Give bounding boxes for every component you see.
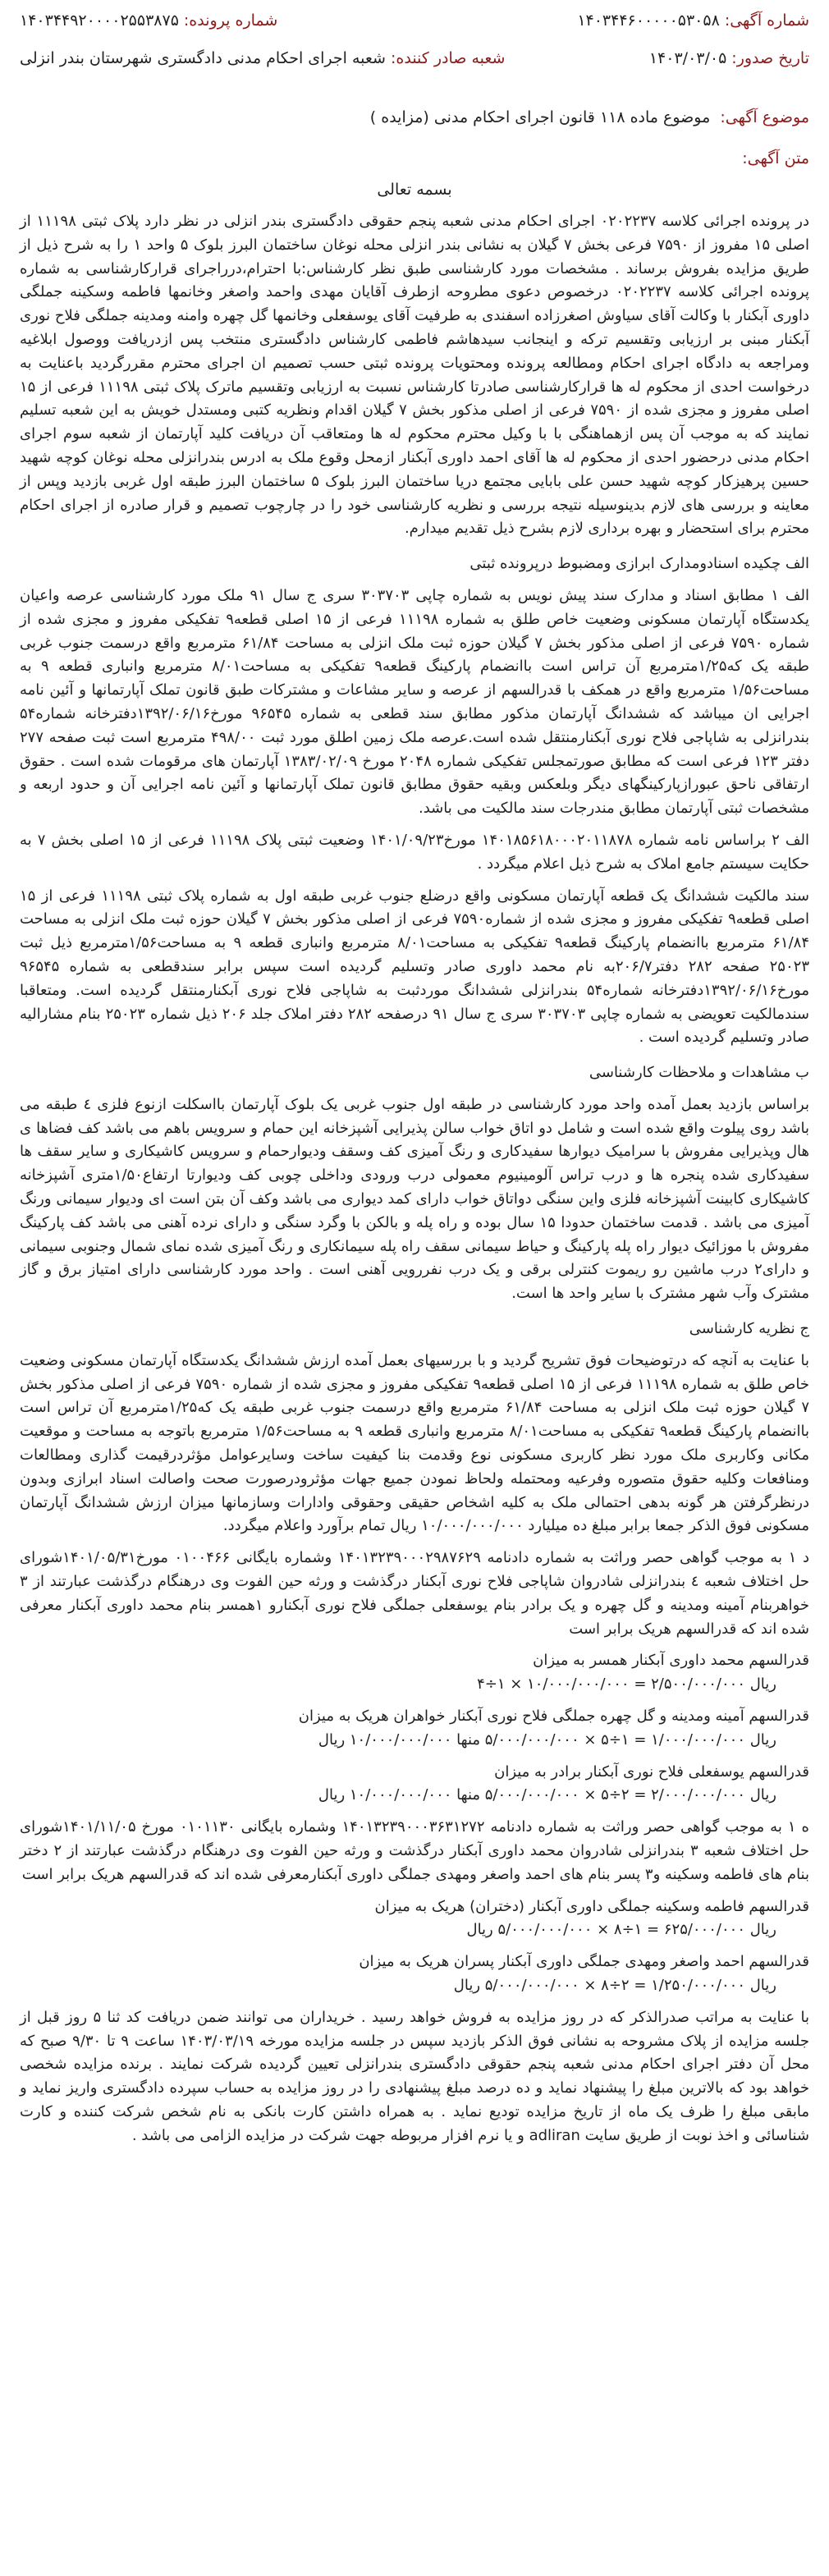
alef2-paragraph: الف ۲ براساس نامه شماره ۱۴۰۱۸۵۶۱۸۰۰۰۲۰۱۱۸۷۸ مورخ۱۴۰۱/۰۹/۲۳ وضعیت ثبتی پلاک ۱۱۱۹۸ فرعی از ۱۵ اصلی بخش ۷ به حکایت سیستم جامع املاک به شرح ذیل اعلام میگردد . [20, 831, 810, 873]
share-sons [20, 1950, 809, 1998]
case-number-value: ۱۴۰۳۴۴۹۲۰۰۰۰۲۵۵۳۸۷۵ [20, 11, 179, 30]
subject-value: موضوع ماده ۱۱۸ قانون اجرای احکام مدنی (مزایده ) [369, 108, 711, 126]
share-sisters-calc: ریال ۱/۰۰۰/۰۰۰/۰۰۰ = ۱÷۵ × ۵/۰۰۰/۰۰۰/۰۰۰ منها ۱۰/۰۰۰/۰۰۰/۰۰۰ ریال [318, 1730, 776, 1749]
ad-number-label: شماره آگهی: [724, 11, 809, 30]
case-number-block [20, 11, 277, 30]
alef2-detail-paragraph: سند مالکیت ششدانگ یک قطعه آپارتمان مسکونی واقع درضلع جنوب غربی طبقه اول به شماره پلاک ثبتی ۱۱۱۹۸ فرعی از ۱۵ اصلی قطعه۹ تفکیکی مفروز و مجزی شده از شماره۷۵۹۰ فرعی از اصلی مذکور بخش ۷ گیلان حوزه ثبت ملک انزلی به مساحت ۶۱/۸۴ مترمربع باانضمام پارکینگ قطعه۹ تفکیکی به مساحت۸/۰۱ مترمربع وانباری قطعه ۹ به مساحت۱/۵۶مترمربع ذیل ثبت ۲۵۰۲۳ صفحه ۲۸۲ دفتر۲۰۶/۷به نام محمد داوری صادر وتسلیم گردیده است سپس برابر سندقطعی به شماره ۹۶۵۴۵ مورخ۱۳۹۲/۰۶/۱۶دفترخانه شماره۵۴ بندرانزلی ششدانگ موردثبت به شاپاجی فلاح نوری آبکنارمنتقل گردیده است. ومتعاقبا سندمالکیت تعویضی به شماره چاپی ۳۰۳۷۰۳ سری ج سال ۹۱ درصفحه ۲۸۲ دفتر املاک جلد ۲۰۶ ذیل شماره ۲۵۰۲۳ بنام مشارالیه صادر وتسلیم گردیده است . [20, 887, 810, 1047]
share-sons-title: قدرالسهم احمد واصغر ومهدی جملگی داوری آبکنار پسران هریک به میزان [359, 1953, 809, 1971]
body-label: متن آگهی: [742, 149, 809, 167]
section-be-heading: ب مشاهدات و ملاحظات کارشناسی [589, 1064, 809, 1082]
alef1-paragraph: الف ۱ مطابق اسناد و مدارک سند پیش نویس به شماره چاپی ۳۰۳۷۰۳ سری ج سال ۹۱ ملک مورد کارشناسی عرصه واعیان یکدستگاه آپارتمان مسکونی وضعیت خاص طلق به شماره ۱۱۱۹۸ فرعی از ۱۵ اصلی قطعه۹ تفکیکی مفروز و مجزی شده از شماره ۷۵۹۰ فرعی از اصلی مذکور بخش ۷ گیلان حوزه ثبت ملک انزلی به مساحت ۶۱/۸۴ مترمربع واقع درسمت جنوب غربی طبقه یک که۱/۲۵مترمربع آن تراس است باانضمام پارکینگ قطعه۹ تفکیکی به مساحت۸/۰۱ مترمربع وانباری قطعه ۹ به مساحت۱/۵۶ مترمربع واقع در همکف با قدرالسهم از عرصه و سایر مشاعات و مشترکات طبق قانون تملک آپارتمانها و آئین نامه اجرایی ان میباشد که ششدانگ آپارتمان مذکور مطابق سند قطعی به شماره ۹۶۵۴۵ مورخ۱۳۹۲/۰۶/۱۶دفترخانه شماره۵۴ بندرانزلی به شاپاجی فلاح نوری آبکنارمنتقل شده است.عرصه ملک زمین اطلق مورد ثبت ۴۹۸/۰۰ مترمربع است ثبت صفحه ۲۷۷ دفتر ۱۲۳ فرعی است که مطابق صورتمجلس تفکیکی شماره ۲۰۴۸ مورخ ۱۳۸۳/۰۲/۰۹ آپارتمان های مرقومات شده است . حقوق ارتفاقی ناحق عبورازپارکینگهای دیگر وبلعکس وبقیه حقوق مطابق قانون تملک آپارتمانها و آئین نامه اجرایی آن و حدود اربعه و مشخصات ثبتی آپارتمان مطابق مندرجات سند مالکیت می باشد. [20, 586, 810, 818]
subject-row [20, 108, 809, 126]
share-daughters [20, 1895, 809, 1943]
be-paragraph: براساس بازدید بعمل آمده واحد مورد کارشناسی در طبقه اول جنوب غربی یک بلوک آپارتمان بااسکلت ازنوع فلزی ٤ طبقه می باشد روی پیلوت واقع شده است و شامل دو اتاق خواب سالن پذیرایی آشپزخانه این حمام و سرویس باهم می باشد کف فضاها ی هال وپذیرایی مفروش با سرامیک دیوارها سفیدکاری و رنگ آمیزی کف وسقف ودیوارحمام و سرویس کاشیکاری و سایر سقف ها سفیدکاری شده پنجره ها و درب تراس آلومینیوم معمولی درب ورودی وداخلی چوبی کف ودیوارتا ارتفاع۱/۵۰متری آشپزخانه کاشیکاری کابینت آشپزخانه فلزی واین سنگی دواتاق خواب دارای کمد دیواری می باشد وکف آن بتن است ای ودیوار سیمانی ورنگ آمیزی می باشد . قدمت ساختمان حدودا ۱۵ سال بوده و راه پله و بالکن با وگرد سنگی و دارای نرده آهنی می باشد کف پارکینگ مفروش با موزائیک دیوار راه پله پارکینگ و حیاط سیمانی سقف راه پله سیمانکاری و رنگ آمیزی شده نمای شمال وجنوبی سیمانی و دارای۲ درب ماشین رو ریموت کنترلی برقی و یک درب نفررویی آهنی است . واحد مورد کارشناسی دارای امتیاز برق و گاز مشترک وآب شهر مشترک با سایر واحد ها است. [20, 1095, 809, 1303]
issuing-branch-label: شعبه صادر کننده: [390, 49, 506, 67]
subject-label: موضوع آگهی: [720, 108, 809, 126]
issuing-branch-block [20, 49, 505, 67]
share-brother [20, 1761, 809, 1808]
section-alef-heading: الف چکیده اسنادومدارک ابرازی ومضبوط درپرونده ثبتی [469, 555, 809, 573]
share-wife-title: قدرالسهم محمد داوری آبکنار همسر به میزان [533, 1652, 809, 1670]
share-sons-calc: ریال ۱/۲۵۰/۰۰۰/۰۰۰ = ۲÷۸ × ۵/۰۰۰/۰۰۰/۰۰۰ ریال [453, 1976, 776, 1994]
closing-paragraph: با عنایت به مراتب صدرالذکر که در روز مزایده به فروش خواهد رسید . خریداران می توانند ضمن دریافت کد ثنا ۵ روز قبل از جلسه مزایده از پلاک مشروحه به نشانی فوق الذکر بازدید سپس در جلسه مزایده مورخه ۱۴۰۳/۰۳/۱۹ ساعت ۹ تا ۹/۳۰ صبح که محل آن دفتر اجرای احکام مدنی شعبه پنجم حقوقی دادگستری بندرانزلی تعیین گردیده شرکت نمایند . برنده مزایده شخصی خواهد بود که بالاترین مبلغ را پیشنهاد نماید و ده درصد مبلغ پیشنهادی را در روز مزایده به حساب سپرده دادگستری واریز نماید و مابقی مبلغ را ظرف یک ماه از تاریخ مزایده تودیع نماید . به همراه داشتن کارت بانکی به نام شخص شرکت کننده و کارت شناسائی و اخذ نوبت از طریق سایت adliran و یا نرم افزار مربوطه جهت شرکت در مزایده الزامی می باشد . [20, 2008, 810, 2144]
share-daughters-calc: ریال ۶۲۵/۰۰۰/۰۰۰ = ۱÷۸ × ۵/۰۰۰/۰۰۰/۰۰۰ ریال [466, 1921, 776, 1939]
issue-date-label: تاریخ صدور: [731, 49, 809, 67]
case-number-label: شماره پرونده: [183, 11, 278, 30]
section-jim-heading: ج نظریه کارشناسی [689, 1320, 809, 1338]
ad-number-value: ۱۴۰۳۴۴۶۰۰۰۰۰۵۳۰۵۸ [577, 11, 720, 30]
issue-date-value: ۱۴۰۳/۰۳/۰۵ [648, 49, 727, 67]
meta-row-2 [20, 49, 809, 87]
issuing-branch-value: شعبه اجرای احکام مدنی دادگستری شهرستان بندر انزلی [20, 49, 386, 67]
ad-number-block [577, 11, 809, 30]
invocation: بسمه تعالی [377, 181, 452, 199]
share-sisters-title: قدرالسهم آمینه ومدینه و گل چهره جملگی فلاح نوری آبکنار خواهران هریک به میزان [298, 1707, 809, 1726]
share-daughters-title: قدرالسهم فاطمه وسکینه جملگی داوری آبکنار (دختران) هریک به میزان [374, 1897, 809, 1915]
share-brother-title: قدرالسهم یوسفعلی فلاح نوری آبکنار برادر به میزان [494, 1762, 809, 1781]
dal1-paragraph: د ۱ به موجب گواهی حصر وراثت به شماره دادنامه ۱۴۰۱۳۲۳۹۰۰۰۲۹۸۷۶۲۹ وشماره بایگانی ۰۱۰۰۴۶۶ مورخ۱۴۰۱/۰۵/۳۱شورای حل اختلاف شعبه ٤ بندرانزلی شادروان شاپاجی فلاح نوری آبکنار درگذشت و ورثه حین الفوت وی درهنگام درگذشت عبارتند از ۳ خواهربنام آمینه ومدینه و گل چهره و یک برادر بنام یوسفعلی جملگی فلاح نوری آبکنارو ۱همسر بنام محمد داوری آبکنار معرفی شده اند که قدرالسهم هریک برابر است [20, 1549, 810, 1638]
he1-paragraph: ه ۱ به موجب گواهی حصر وراثت به شماره دادنامه ۱۴۰۱۳۲۳۹۰۰۰۳۶۳۱۲۷۲ وشماره بایگانی ۰۱۰۱۱۳۰ مورخ ۱۴۰۱/۱۱/۰۵شورای حل اختلاف شعبه ۳ بندرانزلی شادروان محمد داوری آبکنار درگذشت و ورثه حین الفوت وی درهنگام درگذشت عبارتند از ۲ دختر بنام های فاطمه وسکینه و۳ پسر بنام های احمد واصغر ومهدی جملگی داوری آبکنارمعرفی شده اند که قدرالسهم هریک برابر است [20, 1818, 809, 1883]
meta-row-1 [20, 11, 809, 49]
jim-paragraph: با عنایت به آنچه که درتوضیحات فوق تشریح گردید و با بررسیهای بعمل آمده ارزش ششدانگ یکدستگاه آپارتمان مسکونی وضعیت خاص طلق به شماره ۱۱۱۹۸ فرعی از ۱۵ اصلی قطعه۹ تفکیکی مفروز و مجزی شده از شماره ۷۵۹۰ فرعی از اصلی مذکور بخش ۷ گیلان حوزه ثبت ملک انزلی به مساحت ۶۱/۸۴ مترمربع واقع درسمت جنوب غربی طبقه یک که۱/۲۵مترمربع آن تراس است باانضمام پارکینگ قطعه۹ تفکیکی به مساحت۸/۰۱ مترمربع وانباری قطعه ۹ به مساحت۱/۵۶ مترمربع باتوجه به مساحت و موقعیت مکانی وکاربری ملک مورد نظر کاربری مسکونی نوع وقدمت بنا کیفیت ساخت وسایرعوامل مؤثردرقیمت گذاری ومطالعات ومنافعات وکلیه حقوق متصوره وفرعیه ومحتمله ولحاظ نمودن جمیع جهات مؤثرودرصورت صحت واصالت اسناد ابرازی وبدون درنظرگرفتن هر گونه بدهی احتمالی ملک به کلیه اشخاص حقیقی وحقوقی وادارات وسازمانها میزان ارزش ششدانگ آپارتمان مسکونی فوق الذکر جمعا برابر مبلغ ده میلیارد ۱۰/۰۰۰/۰۰۰/۰۰۰ ریال تمام برآورد واعلام میگردد. [20, 1351, 810, 1535]
share-wife-calc: ریال ۲/۵۰۰/۰۰۰/۰۰۰ = ۱۰/۰۰۰/۰۰۰/۰۰۰ × ۱÷۴ [477, 1675, 776, 1694]
share-brother-calc: ریال ۲/۰۰۰/۰۰۰/۰۰۰ = ۲÷۵ × ۵/۰۰۰/۰۰۰/۰۰۰ منها ۱۰/۰۰۰/۰۰۰/۰۰۰ ریال [318, 1786, 776, 1804]
issue-date-block [649, 49, 809, 67]
intro-paragraph: در پرونده اجرائی کلاسه ۰۲۰۲۲۳۷ اجرای احکام مدنی شعبه پنجم حقوقی دادگستری بندر انزلی در نظر دارد پلاک ثبتی ۱۱۱۹۸ از اصلی ۱۵ مفروز از ۷۵۹۰ فرعی بخش ۷ گیلان به نشانی بندر انزلی محله نوغان ساختمان البرز بلوک ۵ واحد ۱ را به شرح ذیل از طریق مزایده بفروش برساند . مشخصات مورد کارشناسی طبق نظر کارشناس:با احترام،درراجرای قرارکارشناسی به شماره پرونده اجرائی کلاسه ۰۲۰۲۲۳۷ درخصوص دعوی مطروحه ازطرف آقایان مهدی واحمد واصغر وخانمها فاطمه وسکینه جملگی داوری آبکنار با وکالت آقای سیاوش اصغرزاده اسفندی به طرفیت آقای یوسفعلی وخانمها گل چهره وامنه ومدینه جملگی فلاح نوری آبکنار مبنی بر ارزیابی وتقسیم ترکه و اینجانب سیدهاشم فاطمی کارشناس دادگستری منتخب پس ازدریافت ووصول ابلاغیه ومراجعه به دادگاه اجرای احکام ومطالعه پرونده ومحتویات پرونده ثبتی حسب تصمیم ان اجرای محترم مقررگردید باعنایت به درخواست احدی از محکوم له ها قرارکارشناسی صادرتا کارشناس نسبت به ارزیابی وتقسیم ماترک پلاک ثبتی ۱۱۱۹۸ فرعی از ۱۵ اصلی مفروز و مجزی شده از ۷۵۹۰ فرعی از اصلی مذکور بخش ۷ گیلان اقدام ونظریه کتبی ومستدل خویش به این شعبه تسلیم نمایند که به موجب آن پس ازهماهنگی با با وکیل محترم محکوم له ها ومتعاقب آن دریافت کلید آپارتمان از شعبه سوم اجرای احکام مدنی درحضور احدی از محکوم له ها آقای احمد داوری آبکنار ازمحل وقوع ملک به ادرس بندرانزلی محله نوغان کوچه شهید حسین پرهیزکار کوچه شهید حسن علی بابایی مجتمع دریا ساختمان البرز بلوک ۵ ساختمان البرز طبقه اول غربی بازدید وپس از معاینه و بررسی های لازم بدینوسیله نتیجه بررسی و نظریه کارشناسی خود را در چارچوب تصمیم و قرار صادره از اجرای احکام محترم برای استحضار و بهره برداری لازم بشرح ذیل تقدیم میدارم. [20, 213, 810, 538]
share-wife [20, 1649, 809, 1697]
share-sisters [20, 1705, 809, 1753]
